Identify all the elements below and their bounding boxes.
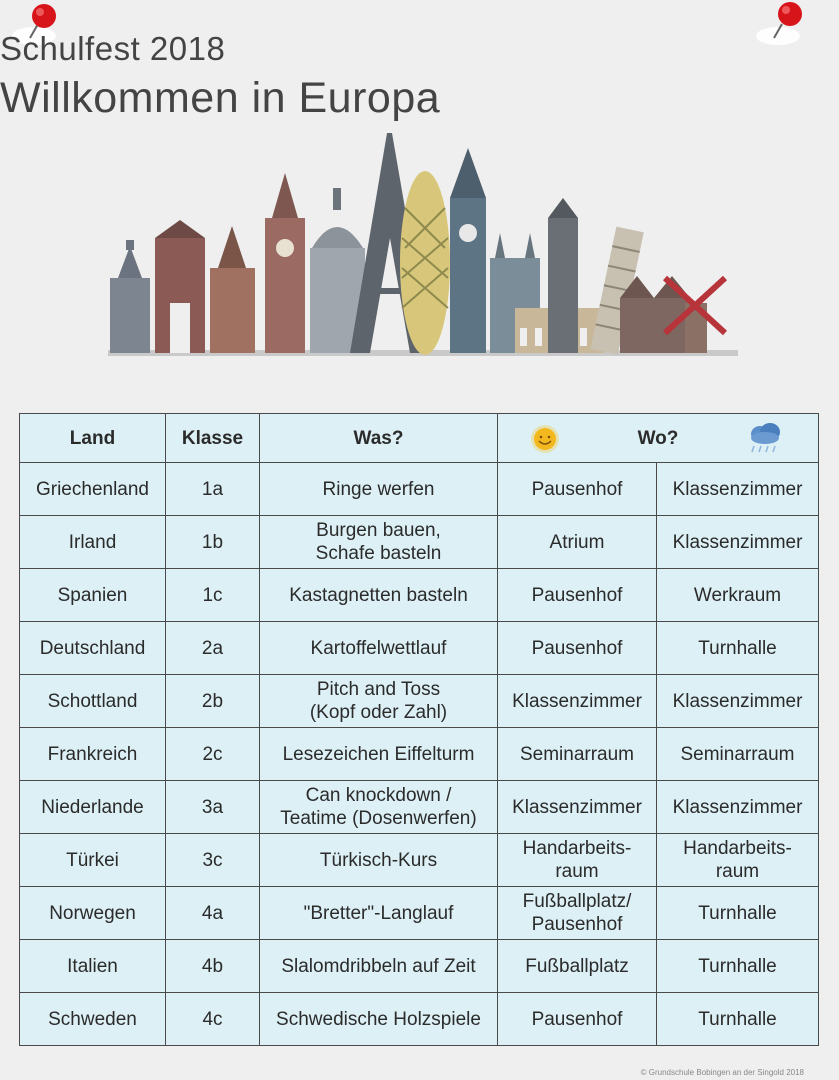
cell-land: Irland — [20, 516, 166, 569]
cell-wo-rainy: Klassenzimmer — [657, 781, 819, 834]
cell-land: Schweden — [20, 993, 166, 1046]
cell-klasse: 1a — [166, 463, 260, 516]
table-row — [20, 675, 819, 728]
activity-table — [19, 413, 819, 1046]
cell-wo-rainy: Handarbeits- raum — [657, 834, 819, 887]
cell-wo-rainy: Klassenzimmer — [657, 516, 819, 569]
cell-was: Kartoffelwettlauf — [260, 622, 498, 675]
cell-land: Frankreich — [20, 728, 166, 781]
cell-klasse: 1b — [166, 516, 260, 569]
table-row — [20, 887, 819, 940]
cell-klasse: 2c — [166, 728, 260, 781]
cell-wo-rainy: Turnhalle — [657, 622, 819, 675]
cell-wo-sunny: Pausenhof — [498, 622, 657, 675]
page-title: Willkommen in Europa — [0, 74, 441, 122]
cell-wo-rainy: Klassenzimmer — [657, 463, 819, 516]
cell-land: Deutschland — [20, 622, 166, 675]
event-subtitle: Schulfest 2018 — [0, 30, 226, 67]
cell-wo-sunny: Handarbeits- raum — [498, 834, 657, 887]
table-row — [20, 622, 819, 675]
cell-land: Norwegen — [20, 887, 166, 940]
cell-wo-rainy: Turnhalle — [657, 887, 819, 940]
cell-klasse: 1c — [166, 569, 260, 622]
cell-wo-rainy: Turnhalle — [657, 940, 819, 993]
cell-was: Kastagnetten basteln — [260, 569, 498, 622]
cell-land: Griechenland — [20, 463, 166, 516]
sun-icon — [528, 422, 562, 456]
rain-cloud-icon — [746, 420, 784, 456]
cell-was: Türkisch-Kurs — [260, 834, 498, 887]
cell-klasse: 4b — [166, 940, 260, 993]
cell-wo-sunny: Seminarraum — [498, 728, 657, 781]
cell-wo-sunny: Pausenhof — [498, 993, 657, 1046]
table-row — [20, 516, 819, 569]
cell-was: Lesezeichen Eiffelturm — [260, 728, 498, 781]
cell-klasse: 2a — [166, 622, 260, 675]
cell-was: Slalomdribbeln auf Zeit — [260, 940, 498, 993]
cell-land: Schottland — [20, 675, 166, 728]
table-row — [20, 728, 819, 781]
table-row — [20, 993, 819, 1046]
european-skyline-illustration — [100, 128, 745, 363]
cell-wo-rainy: Seminarraum — [657, 728, 819, 781]
column-header-was: Was? — [260, 414, 498, 463]
column-header-klasse: Klasse — [166, 414, 260, 463]
cell-wo-sunny: Klassenzimmer — [498, 675, 657, 728]
cell-land: Italien — [20, 940, 166, 993]
cell-was: Ringe werfen — [260, 463, 498, 516]
cell-wo-sunny: Klassenzimmer — [498, 781, 657, 834]
column-header-wo — [498, 414, 819, 463]
cell-wo-sunny: Fußballplatz/ Pausenhof — [498, 887, 657, 940]
column-header-land: Land — [20, 414, 166, 463]
cell-was: "Bretter"-Langlauf — [260, 887, 498, 940]
cell-wo-sunny: Fußballplatz — [498, 940, 657, 993]
cell-wo-rainy: Werkraum — [657, 569, 819, 622]
cell-wo-sunny: Atrium — [498, 516, 657, 569]
cell-was: Pitch and Toss (Kopf oder Zahl) — [260, 675, 498, 728]
cell-wo-rainy: Klassenzimmer — [657, 675, 819, 728]
cell-wo-sunny: Pausenhof — [498, 463, 657, 516]
table-row — [20, 834, 819, 887]
wo-header-label: Wo? — [637, 427, 679, 449]
cell-klasse: 4c — [166, 993, 260, 1046]
cell-land: Spanien — [20, 569, 166, 622]
cell-was: Can knockdown / Teatime (Dosenwerfen) — [260, 781, 498, 834]
table-row — [20, 781, 819, 834]
cell-klasse: 4a — [166, 887, 260, 940]
table-row — [20, 940, 819, 993]
table-row — [20, 463, 819, 516]
table-row — [20, 569, 819, 622]
copyright-notice: © Grundschule Bobingen an der Singold 2018 — [640, 1068, 804, 1077]
cell-land: Türkei — [20, 834, 166, 887]
cell-klasse: 3c — [166, 834, 260, 887]
cell-was: Schwedische Holzspiele — [260, 993, 498, 1046]
cell-wo-rainy: Turnhalle — [657, 993, 819, 1046]
cell-klasse: 3a — [166, 781, 260, 834]
cell-wo-sunny: Pausenhof — [498, 569, 657, 622]
cell-land: Niederlande — [20, 781, 166, 834]
cell-klasse: 2b — [166, 675, 260, 728]
cell-was: Burgen bauen, Schafe basteln — [260, 516, 498, 569]
